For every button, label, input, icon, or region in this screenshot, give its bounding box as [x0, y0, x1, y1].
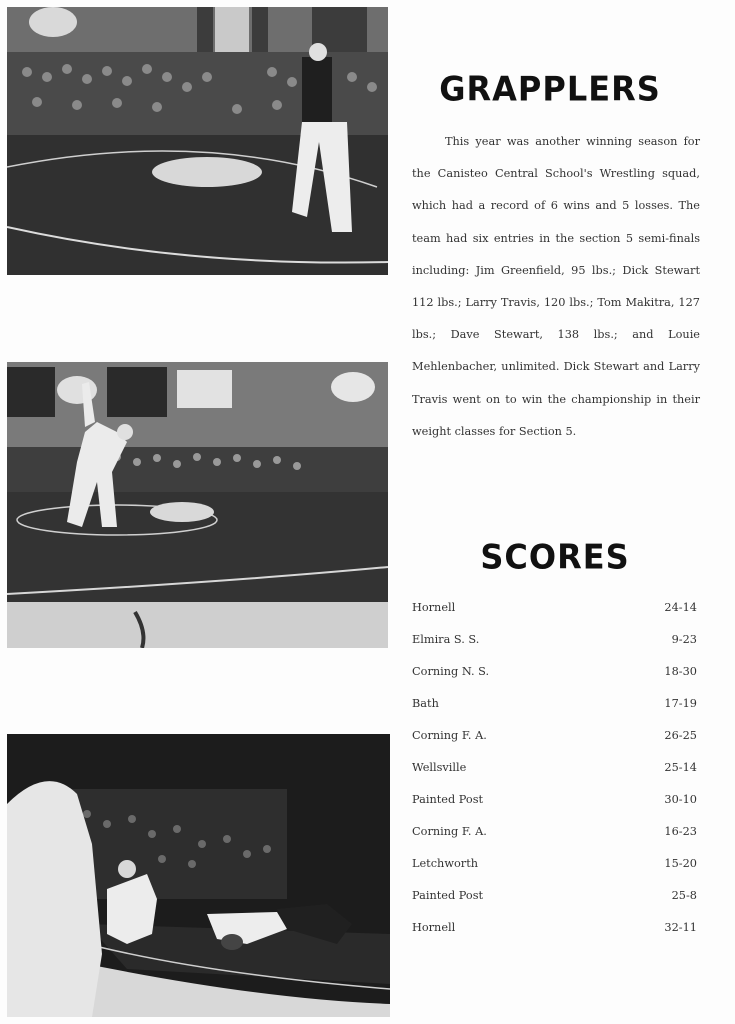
opponent-name: Bath [412, 697, 439, 710]
score-row [412, 848, 697, 880]
photo-1-image [7, 7, 388, 275]
score-row [412, 816, 697, 848]
opponent-name: Hornell [412, 921, 456, 934]
score-row [412, 688, 697, 720]
score-row [412, 592, 697, 624]
match-score: 9-23 [671, 633, 697, 646]
score-row [412, 656, 697, 688]
intro-paragraph: This year was another winning season for the Canisteo Central School's Wrestling squad, which had a record of 6 wins and 5 losses. The team had six entries in the section 5 semi-finals including: Jim Greenfield, 95 lbs.; Dick Stewart 112 lbs.; Larry Travis, 120 lbs.; Tom Makitra, 127 lbs.; Dave Stewart, 138 lbs.; and Louie Mehlenbacher, unlimited. Dick Stewart and Larry Travis went on to win the championship in their weight classes for Section 5. [412, 135, 700, 438]
opponent-name: Corning F. A. [412, 729, 487, 742]
photo-referee-raising-arm [7, 362, 388, 648]
scores-heading: SCORES [480, 537, 630, 577]
photo-2-image [7, 362, 388, 648]
score-row [412, 880, 697, 912]
match-score: 26-25 [664, 729, 697, 742]
score-row [412, 912, 697, 944]
match-score: 32-11 [664, 921, 697, 934]
photo-wrestling-match-referee-walking [7, 7, 388, 275]
match-score: 15-20 [664, 857, 697, 870]
score-row [412, 720, 697, 752]
match-score: 30-10 [664, 793, 697, 806]
opponent-name: Painted Post [412, 889, 484, 902]
match-score: 18-30 [664, 665, 697, 678]
score-row [412, 624, 697, 656]
photo-wrestler-on-mat [7, 734, 390, 1017]
opponent-name: Hornell [412, 601, 456, 614]
opponent-name: Corning N. S. [412, 665, 490, 678]
photo-3-image [7, 734, 390, 1017]
opponent-name: Elmira S. S. [412, 633, 480, 646]
score-row [412, 752, 697, 784]
match-score: 25-14 [664, 761, 697, 774]
page-title: GRAPPLERS [439, 69, 661, 109]
match-score: 17-19 [664, 697, 697, 710]
score-row [412, 784, 697, 816]
match-score: 24-14 [664, 601, 697, 614]
opponent-name: Wellsville [412, 761, 467, 774]
scores-list [412, 592, 697, 944]
opponent-name: Corning F. A. [412, 825, 487, 838]
match-score: 25-8 [671, 889, 697, 902]
opponent-name: Painted Post [412, 793, 484, 806]
opponent-name: Letchworth [412, 857, 479, 870]
match-score: 16-23 [664, 825, 697, 838]
